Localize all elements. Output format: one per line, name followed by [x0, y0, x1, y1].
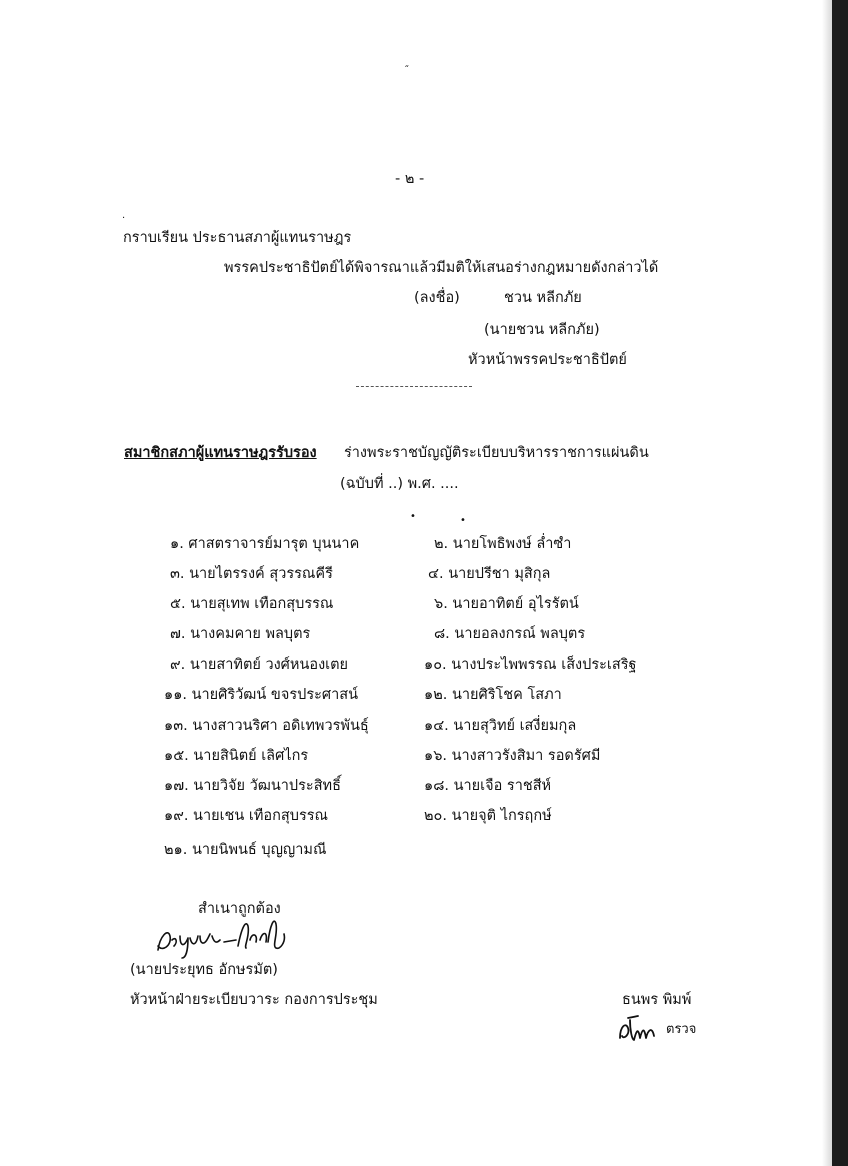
member-item: ๑๔. นายสุวิทย์ เสงี่ยมกุล	[424, 718, 577, 734]
statement-text: พรรคประชาธิปัตย์ได้พิจารณาแล้วมีมติให้เสนอร่างกฎหมายดังกล่าวได้	[224, 260, 659, 276]
signer-position: หัวหน้าพรรคประชาธิปัตย์	[468, 352, 627, 368]
member-item: ๑. ศาสตราจารย์มารุต บุนนาค	[170, 536, 360, 552]
signer-signature: ชวน หลีกภัย	[504, 290, 582, 306]
member-item: ๔. นายปรีชา มุสิกุล	[428, 566, 551, 582]
certifier-position: หัวหน้าฝ่ายระเบียบวาระ กองการประชุม	[130, 992, 378, 1008]
endorsement-heading: สมาชิกสภาผู้แทนราษฎรรับรอง	[124, 445, 317, 461]
member-item: ๓. นายไตรรงค์ สุวรรณคีรี	[170, 566, 333, 582]
handwritten-signature	[150, 906, 300, 962]
member-item: ๕. นายสุเทพ เทือกสุบรรณ	[170, 596, 334, 612]
member-item: ๑๒. นายศิริโชค โสภา	[424, 687, 562, 703]
bill-edition: (ฉบับที่ ..) พ.ศ. ....	[340, 476, 459, 492]
member-item: ๑๐. นางประไพพรรณ เส็งประเสริฐ	[424, 657, 637, 673]
member-item: ๙. นายสาทิตย์ วงศ์หนองเตย	[170, 657, 349, 673]
typist-name: ธนพร พิมพ์	[622, 992, 692, 1008]
page-shadow	[822, 0, 832, 1166]
member-item: ๗. นางคมคาย พลบุตร	[170, 626, 311, 642]
member-item: ๒. นายโพธิพงษ์ ล่ำซำ	[434, 536, 572, 552]
salutation: กราบเรียน ประธานสภาผู้แทนราษฎร	[123, 230, 352, 246]
member-item: ๑๗. นายวิจัย วัฒนาประสิทธิ์	[164, 778, 341, 794]
stray-mark: ˝	[404, 65, 409, 76]
stray-mark: •	[460, 515, 466, 526]
member-item: ๑๑. นายศิริวัฒน์ ขจรประศาสน์	[164, 687, 359, 703]
member-item: ๘. นายอลงกรณ์ พลบุตร	[434, 626, 586, 642]
bill-title: ร่างพระราชบัญญัติระเบียบบริหารราชการแผ่นดิน	[344, 445, 649, 461]
section-divider	[356, 386, 472, 387]
certified-copy-label: สำเนาถูกต้อง	[198, 901, 281, 917]
member-item: ๑๘. นายเจือ ราชสีห์	[424, 778, 552, 794]
checked-label: ตรวจ	[666, 1022, 697, 1037]
signed-label: (ลงชื่อ)	[414, 290, 460, 306]
certifier-name: (นายประยุทธ อักษรมัต)	[130, 962, 278, 978]
member-item: ๒๑. นายนิพนธ์ บุญญามณี	[164, 842, 327, 858]
stray-mark: •	[410, 511, 416, 522]
member-item: ๖. นายอาทิตย์ อุไรรัตน์	[434, 596, 579, 612]
member-item: ๑๖. นางสาวรังสิมา รอดรัศมี	[424, 748, 601, 764]
member-item: ๑๓. นางสาวนริศา อดิเทพวรพันธุ์	[164, 718, 369, 734]
checker-initials-signature	[616, 1012, 666, 1046]
member-item: ๑๙. นายเชน เทือกสุบรรณ	[164, 808, 328, 824]
scan-edge	[832, 0, 848, 1166]
page-number: - ๒ -	[395, 171, 425, 187]
signer-full-name: (นายชวน หลีกภัย)	[484, 322, 600, 338]
stray-mark: ·	[122, 213, 126, 224]
member-item: ๑๕. นายสินิตย์ เลิศไกร	[164, 748, 309, 764]
member-item: ๒๐. นายจุติ ไกรฤกษ์	[424, 808, 552, 824]
